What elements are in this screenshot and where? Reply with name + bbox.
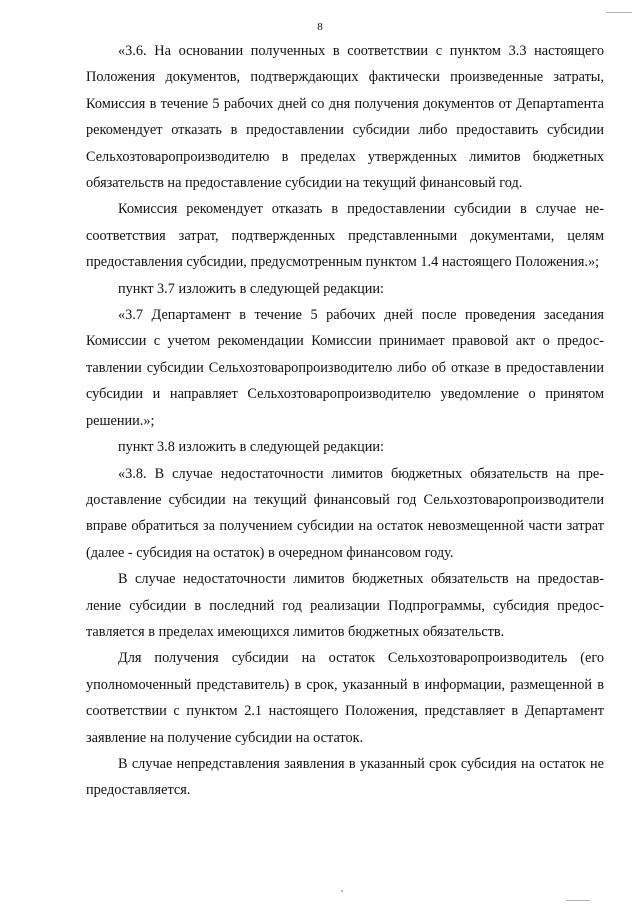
paragraph-non-submission: В случае непредставления заявления в указанный срок субсидия на остаток не предоставляется. — [86, 755, 604, 799]
paragraph-3-8: «3.8. В случае недостаточности лимитов бюджетных обязательств на предоставление субсидии на текущий финансовый год Сельхозтоваропроизводители вправе обратиться за получением субсидии на остаток невозмещенной части затрат (далее - субсидия на остаток) в очередном финансовом году. — [86, 465, 604, 561]
paragraph-3-7: «3.7 Департамент в течение 5 рабочих дней после проведения заседания Комиссии с учетом рекомендации Комиссии принимает правовой акт о предоставлении субсидии Сельхозтоваропроизводителю либо об отказе в предоставлении субсидии и направляет Сельхозтоваропроизводителю уведомление о принятом решении.»; — [86, 307, 604, 429]
document-body — [86, 38, 604, 804]
paragraph-item-3-8-intro: пункт 3.8 изложить в следующей редакции: — [118, 439, 385, 456]
scan-artifact-bottom-dot — [341, 890, 343, 892]
scan-artifact-top-right — [606, 12, 632, 13]
paragraph-3-6: «3.6. На основании полученных в соответствии с пунктом 3.3 настоящего Положения документов, подтверждающих фактически произведенные затраты, Комиссия в течение 5 рабочих дней со дня получения документов от Департаmента рекомендует отказать в предоставлении субсидии либо предоставить субсидии Сельхозтоваропроизводителю в пределах утвержденных лимитов бюджетных обязательств на предоставление субсидии на текущий финансовый год. — [86, 43, 604, 192]
page-number: 8 — [317, 21, 323, 33]
scan-artifact-bottom-right — [566, 900, 590, 901]
paragraph-limits-last-year: В случае недостаточности лимитов бюджетных обязательств на предоставление субсидии в последний год реализации Подпрограммы, субсидия предоставляется в пределах имеющихся лимитов бюджетных обязательств. — [86, 571, 604, 640]
paragraph-commission-refusal: Комиссия рекомендует отказать в предоставлении субсидии в случае несоответствия затрат, подтвержденных представленными документами, целям предоставления субсидии, предусмотренным пунктом 1.4 настоящего Положения.»; — [86, 201, 604, 271]
paragraph-application-remainder: Для получения субсидии на остаток Сельхозтоваропроизводитель (его уполномоченный представитель) в срок, указанный в информации, размещенной в соответствии с пунктом 2.1 настоящего Положения, представляет в Департамент заявление на получение субсидии на остаток. — [86, 650, 604, 746]
paragraph-item-3-7-intro: пункт 3.7 изложить в следующей редакции: — [118, 280, 385, 297]
